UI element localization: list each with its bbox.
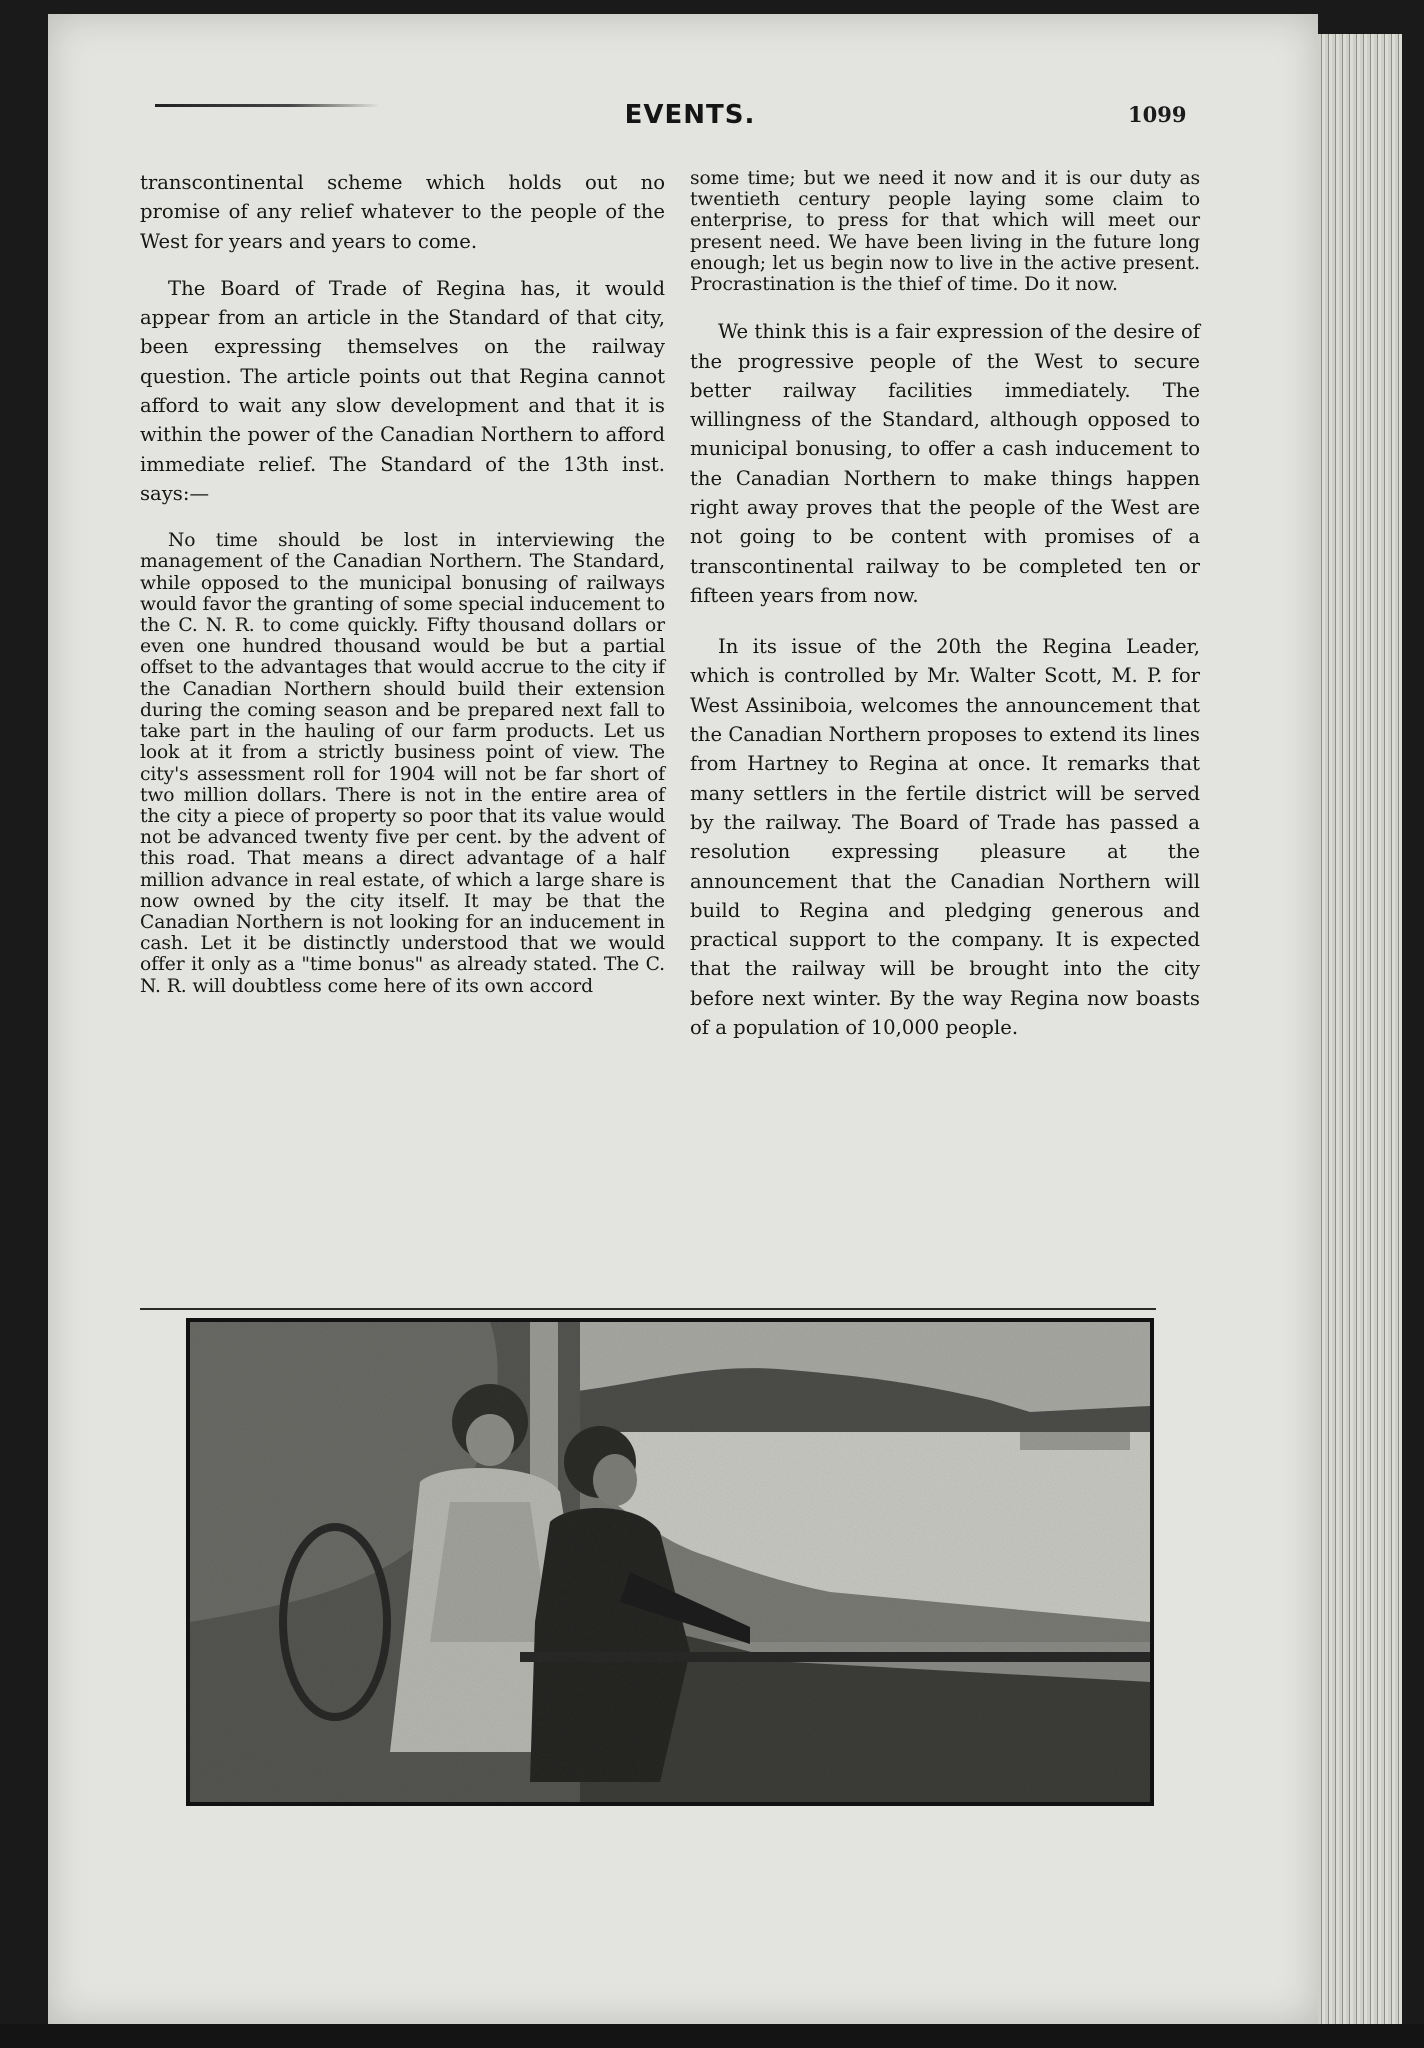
illustration-scene xyxy=(190,1322,1150,1802)
page-number: 1099 xyxy=(1128,102,1187,127)
scan-bottom-shadow xyxy=(0,2024,1424,2048)
header-rule xyxy=(155,104,380,107)
left-quoted-paragraph: No time should be lost in interviewing the management of the Canadian Northern. The Standard, while opposed to the municipal bonusing of railways would favor the granting of some special inducement to the C. N. R. to come quickly. Fifty thousand dollars or even one hundred thousand would be but a partial offset to the advantages that would accrue to the city if the Canadian Northern should build their extension during the coming season and be prepared next fall to take part in the hauling of our farm products. Let us look at it from a strictly business point of view. The city's assessment roll for 1904 will not be far short of two million dollars. There is not in the entire area of the city a piece of property so poor that its value would not be advanced twenty five per cent. by the advent of this road. That means a direct advantage of a half million advance in real estate, of which a large share is now owned by the city itself. It may be that the Canadian Northern is not looking for an inducement in cash. Let it be distinctly understood that we would offer it only as a "time bonus" as already stated. The C. N. R. will doubtless come here of its own accord xyxy=(140,530,665,997)
halftone-illustration xyxy=(186,1318,1154,1806)
running-head: EVENTS. xyxy=(624,100,756,130)
section-divider xyxy=(140,1308,1156,1310)
right-paragraph-2: We think this is a fair expression of the desire of the progressive people of the West to secure better railway facilities immediately. The willingness of the Standard, although opposed to municipal bonusing, to offer a cash inducement to the Canadian Northern to make things happen right away proves that the people of the West are not going to be content with promises of a transcontinental railway to be completed ten or fifteen years from now. xyxy=(690,320,1200,607)
left-paragraph-2: The Board of Trade of Regina has, it would appear from an article in the Standard of that city, been expressing themselves on the railway question. The article points out that Regina cannot afford to wait any slow development and that it is within the power of the Canadian Northern to afford immediate relief. The Standard of the 13th inst. says:— xyxy=(140,276,665,505)
left-column xyxy=(140,168,665,997)
right-column xyxy=(690,168,1200,1042)
right-paragraph-3: In its issue of the 20th the Regina Leader, which is controlled by Mr. Walter Scott, M. P. for West Assiniboia, welcomes the announcement that the Canadian Northern proposes to extend its lines from Hartney to Regina at once. It remarks that many settlers in the fertile district will be served by the railway. The Board of Trade has passed a resolution expressing pleasure at the announcement that the Canadian Northern will build to Regina and pledging generous and practical support to the company. It is expected that the railway will be brought into the city before next winter. By the way Regina now boasts of a population of 10,000 people. xyxy=(690,635,1200,1040)
book-page-edges xyxy=(1318,34,1402,2024)
right-quoted-paragraph: some time; but we need it now and it is our duty as twentieth century people laying some claim to enterprise, to press for that which will meet our present need. We have been living in the future long enough; let us begin now to live in the active present. Procrastination is the thief of time. Do it now. xyxy=(690,168,1200,296)
left-paragraph-1: transcontinental scheme which holds out no promise of any relief whatever to the people of the West for years and years to come. xyxy=(140,171,665,253)
